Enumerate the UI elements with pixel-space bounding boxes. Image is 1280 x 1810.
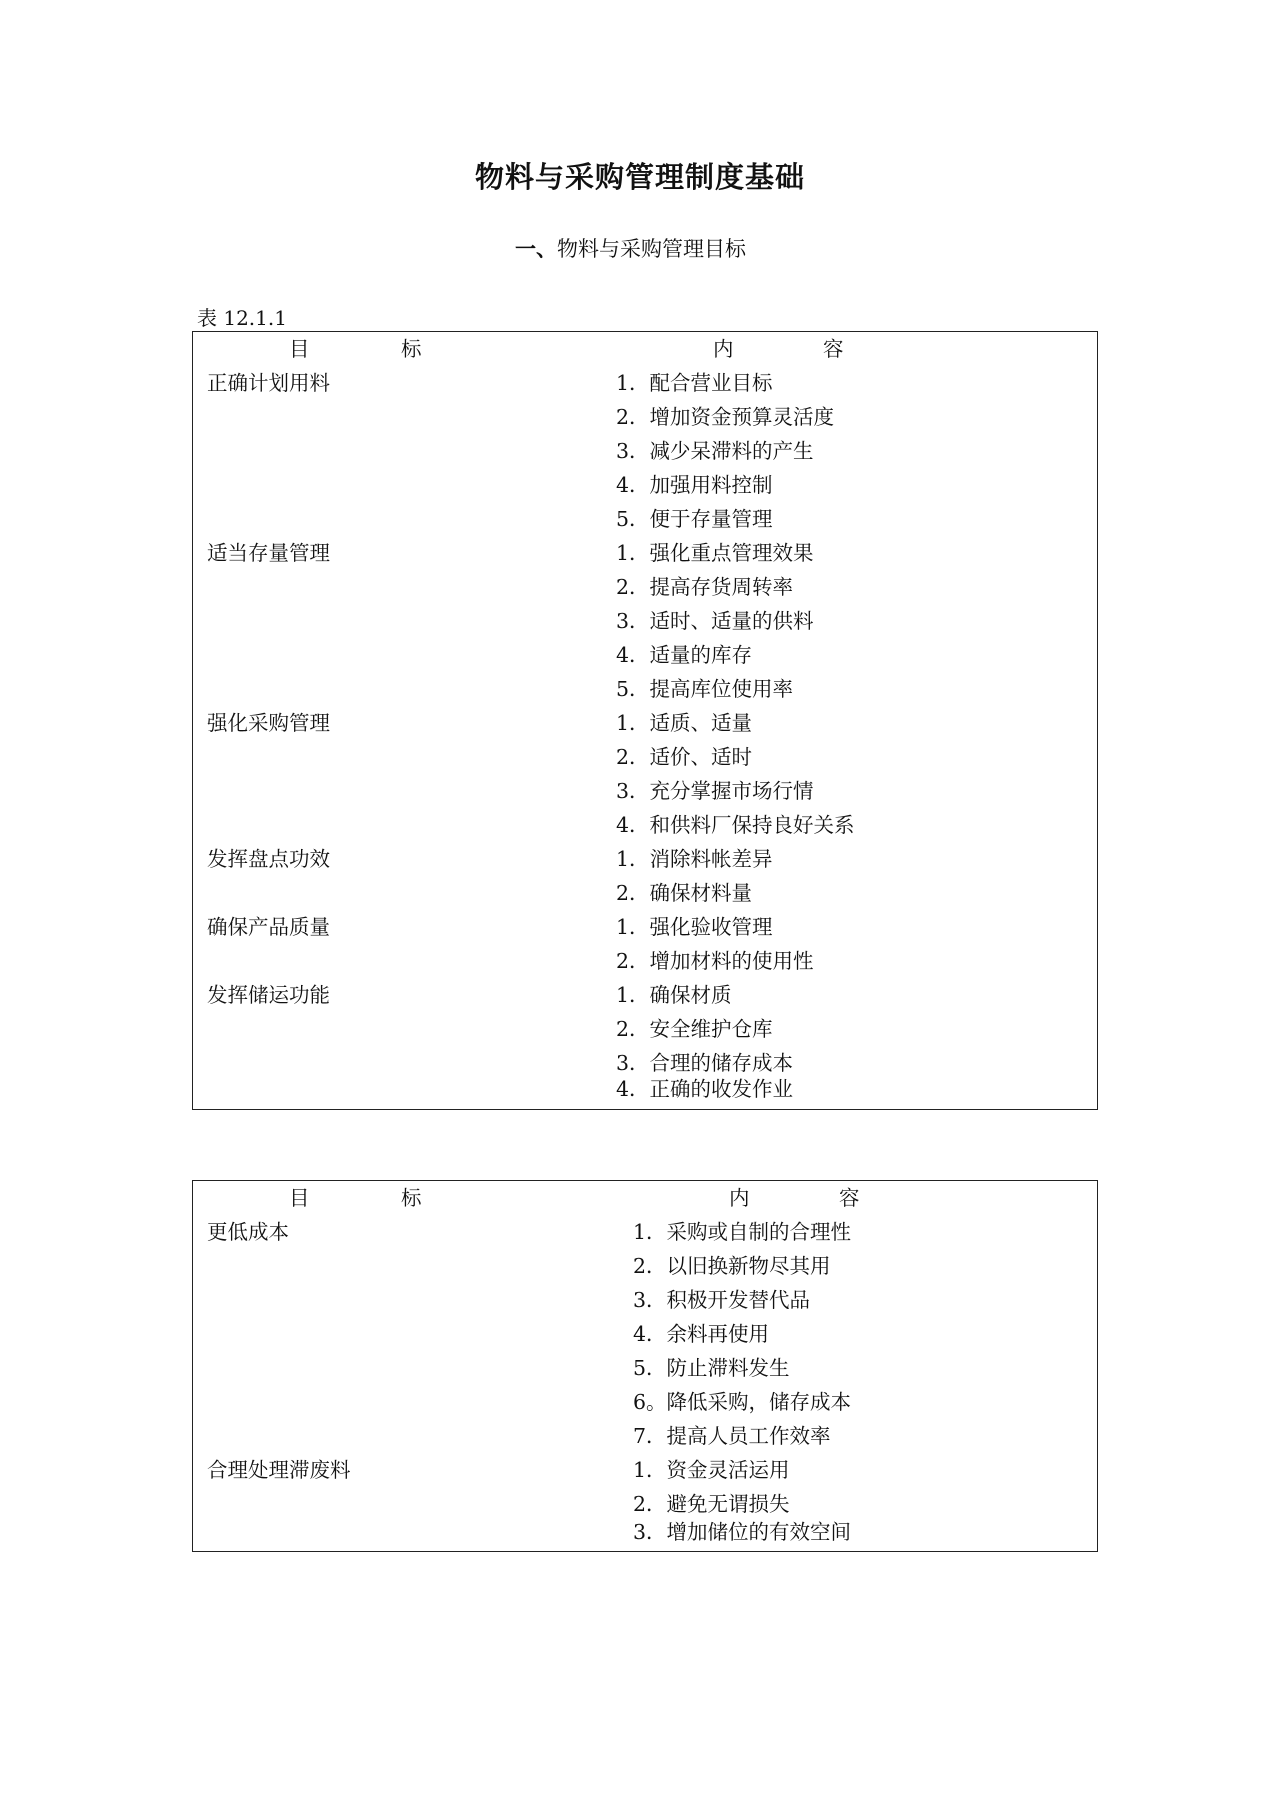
goal-cell: 发挥储运功能 [207, 983, 330, 1007]
header-content-char-2: 容 [823, 337, 844, 361]
content-cell: 1．消除料帐差异 [616, 847, 773, 871]
table-row [193, 1453, 1097, 1487]
content-cell: 7．提高人员工作效率 [633, 1424, 831, 1448]
goals-table-1 [192, 331, 1098, 1110]
section-heading [515, 233, 746, 263]
table-row [193, 808, 1097, 842]
content-cell: 3．适时、适量的供料 [616, 609, 814, 633]
goal-cell: 确保产品质量 [207, 915, 330, 939]
table-row [193, 1351, 1097, 1385]
table-row [193, 1249, 1097, 1283]
table-header-row [193, 332, 1097, 366]
table-row [193, 400, 1097, 434]
goal-cell: 强化采购管理 [207, 711, 330, 735]
content-cell: 4．正确的收发作业 [616, 1077, 794, 1101]
table-row [193, 570, 1097, 604]
table-row [193, 468, 1097, 502]
header-content-char-2: 容 [839, 1186, 860, 1210]
content-cell: 2．安全维护仓库 [616, 1017, 773, 1041]
table-row [193, 978, 1097, 1012]
header-goal-char-1: 目 [289, 337, 310, 361]
content-cell: 2．以旧换新物尽其用 [633, 1254, 831, 1278]
table-row [193, 1515, 1097, 1549]
document-title: 物料与采购管理制度基础 [474, 160, 805, 194]
table-row [193, 1283, 1097, 1317]
goal-cell: 正确计划用料 [207, 371, 330, 395]
table-row [193, 1317, 1097, 1351]
goal-cell: 发挥盘点功效 [207, 847, 330, 871]
content-cell: 3．充分掌握市场行情 [616, 779, 814, 803]
content-cell: 1．强化重点管理效果 [616, 541, 814, 565]
content-cell: 2．避免无谓损失 [633, 1492, 790, 1516]
content-cell: 4．适量的库存 [616, 643, 753, 667]
content-cell: 5．提高库位使用率 [616, 677, 794, 701]
header-goal-char-2: 标 [401, 337, 422, 361]
content-cell: 4．余料再使用 [633, 1322, 770, 1346]
content-cell: 4．和供料厂保持良好关系 [616, 813, 855, 837]
content-cell: 1．采购或自制的合理性 [633, 1220, 852, 1244]
content-cell: 2．确保材料量 [616, 881, 753, 905]
table-row [193, 536, 1097, 570]
table-row [193, 876, 1097, 910]
content-cell: 3．积极开发替代品 [633, 1288, 811, 1312]
goals-table-2 [192, 1180, 1098, 1552]
table-row [193, 774, 1097, 808]
goal-cell: 适当存量管理 [207, 541, 330, 565]
content-cell: 5．防止滞料发生 [633, 1356, 790, 1380]
section-title: 物料与采购管理目标 [557, 237, 746, 261]
content-cell: 1．资金灵活运用 [633, 1458, 790, 1482]
table-row [193, 944, 1097, 978]
content-cell: 2．提高存货周转率 [616, 575, 794, 599]
content-cell: 2．增加资金预算灵活度 [616, 405, 835, 429]
content-cell: 3．增加储位的有效空间 [633, 1520, 852, 1544]
table-row [193, 366, 1097, 400]
content-cell: 6。降低采购，储存成本 [633, 1390, 852, 1414]
content-cell: 1．配合营业目标 [616, 371, 773, 395]
content-cell: 3．减少呆滞料的产生 [616, 439, 814, 463]
content-cell: 2．适价、适时 [616, 745, 753, 769]
table-row [193, 1215, 1097, 1249]
header-content-char-1: 内 [713, 337, 734, 361]
table-row [193, 706, 1097, 740]
table-row [193, 604, 1097, 638]
header-goal-char-1: 目 [289, 1186, 310, 1210]
content-cell: 3．合理的储存成本 [616, 1051, 794, 1075]
header-goal-char-2: 标 [401, 1186, 422, 1210]
content-cell: 4．加强用料控制 [616, 473, 773, 497]
table-row [193, 910, 1097, 944]
table-row [193, 740, 1097, 774]
content-cell: 2．增加材料的使用性 [616, 949, 814, 973]
content-cell: 5．便于存量管理 [616, 507, 773, 531]
table-row [193, 672, 1097, 706]
content-cell: 1．强化验收管理 [616, 915, 773, 939]
table-row [193, 1072, 1097, 1106]
table-row [193, 1385, 1097, 1419]
table-row [193, 502, 1097, 536]
content-cell: 1．适质、适量 [616, 711, 753, 735]
goal-cell: 合理处理滞废料 [207, 1458, 351, 1482]
goal-cell: 更低成本 [207, 1220, 289, 1244]
header-content-char-1: 内 [729, 1186, 750, 1210]
table-header-row [193, 1181, 1097, 1215]
table-caption: 表 12.1.1 [197, 306, 287, 330]
table-row [193, 638, 1097, 672]
section-number: 一、 [515, 237, 557, 261]
table-row [193, 1419, 1097, 1453]
table-row [193, 1012, 1097, 1046]
table-row [193, 434, 1097, 468]
content-cell: 1．确保材质 [616, 983, 732, 1007]
table-row [193, 842, 1097, 876]
